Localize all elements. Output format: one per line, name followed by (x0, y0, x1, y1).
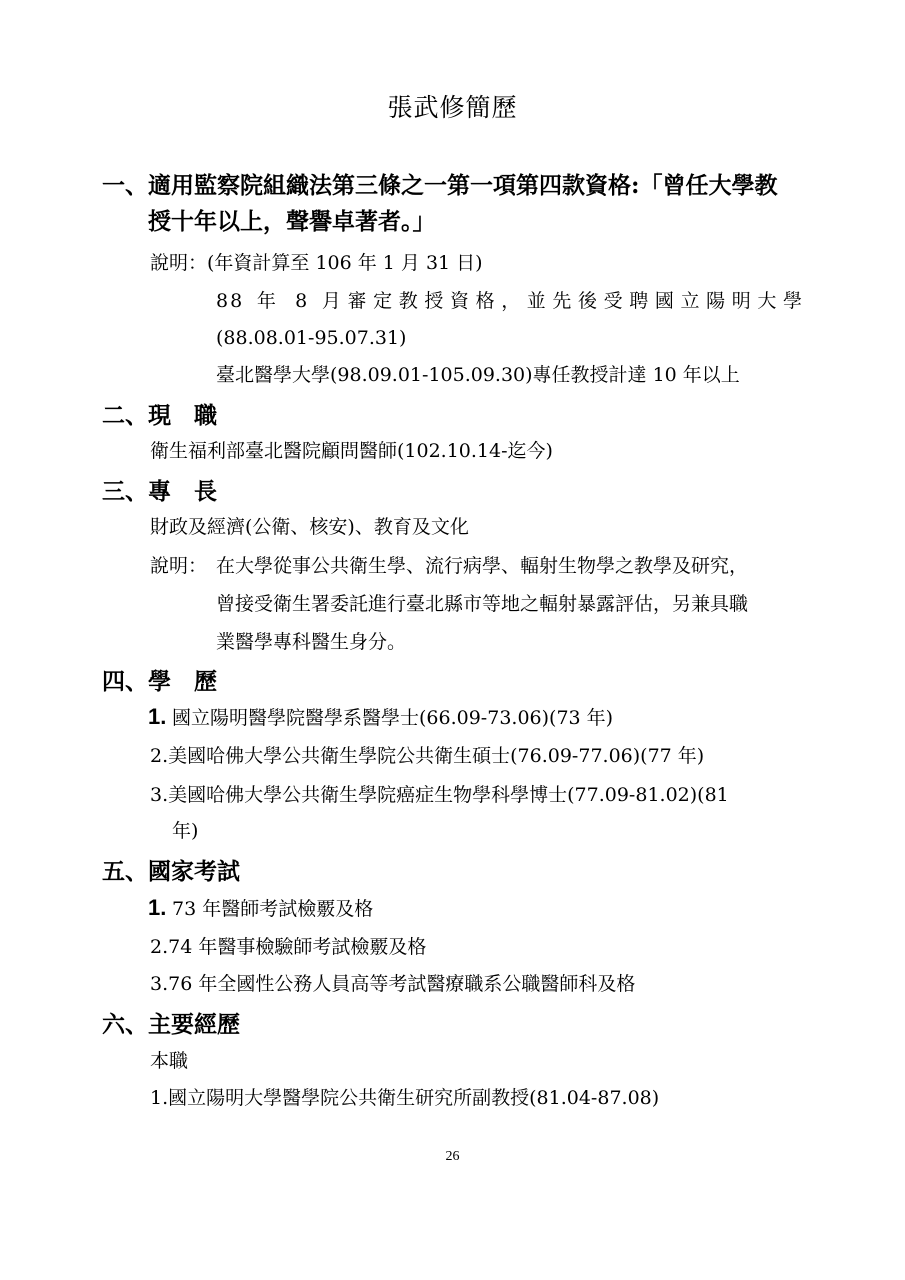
section-5-heading: 五、國家考試 (102, 858, 240, 885)
section-3-note-line2: 曾接受衛生署委託進行臺北縣市等地之輻射暴露評估，另兼具職 (216, 593, 749, 615)
section-2-heading: 二、現 職 (102, 402, 217, 429)
section-4-heading: 四、學 歷 (102, 668, 217, 695)
section-5-item1: 73 年醫師考試檢覈及格 (172, 898, 374, 920)
section-4-item1-number: 1. (148, 704, 167, 729)
section-5-item1-number: 1. (148, 895, 167, 920)
section-4-item3-line1: 3.美國哈佛大學公共衛生學院癌症生物學科學博士(77.09-81.02)(81 (150, 784, 729, 806)
section-6-heading: 六、主要經歷 (102, 1011, 240, 1038)
section-3-heading: 三、專 長 (102, 478, 217, 505)
section-3-note-line1: 在大學從事公共衛生學、流行病學、輻射生物學之教學及研究， (216, 555, 749, 577)
section-4-item3-line2: 年) (172, 820, 199, 842)
section-4-item2: 2.美國哈佛大學公共衛生學院公共衛生碩士(76.09-77.06)(77 年) (150, 745, 705, 767)
section-5-item3: 3.76 年全國性公務人員高等考試醫療職系公職醫師科及格 (150, 973, 636, 995)
section-1-line1: 88 年 8 月審定教授資格，並先後受聘國立陽明大學 (216, 290, 804, 312)
section-1-line3: 臺北醫學大學(98.09.01-105.09.30)專任教授計達 10 年以上 (216, 364, 740, 386)
section-1-note: 說明：(年資計算至 106 年 1 月 31 日) (150, 252, 483, 274)
section-1-line2: (88.08.01-95.07.31) (216, 327, 407, 349)
section-3-note-label: 說明： (150, 555, 208, 577)
page-number: 26 (445, 1149, 460, 1164)
page-title: 張武修簡歷 (387, 93, 518, 122)
section-3-line1: 財政及經濟(公衛、核安)、教育及文化 (150, 516, 469, 538)
section-6-item1: 1.國立陽明大學醫學院公共衛生研究所副教授(81.04-87.08) (150, 1087, 660, 1109)
section-2-line1: 衛生福利部臺北醫院顧問醫師(102.10.14-迄今) (150, 440, 553, 462)
section-6-line1: 本職 (150, 1050, 189, 1072)
section-4-item1: 國立陽明醫學院醫學系醫學士(66.09-73.06)(73 年) (172, 707, 614, 729)
section-5-item2: 2.74 年醫事檢驗師考試檢覈及格 (150, 936, 427, 958)
section-3-note-line3: 業醫學專科醫生身分。 (216, 631, 407, 653)
section-1-heading-line2: 授十年以上，聲譽卓著者。」 (148, 208, 436, 235)
section-1-heading-line1: 一、適用監察院組織法第三條之一第一項第四款資格:「曾任大學教 (102, 172, 778, 199)
